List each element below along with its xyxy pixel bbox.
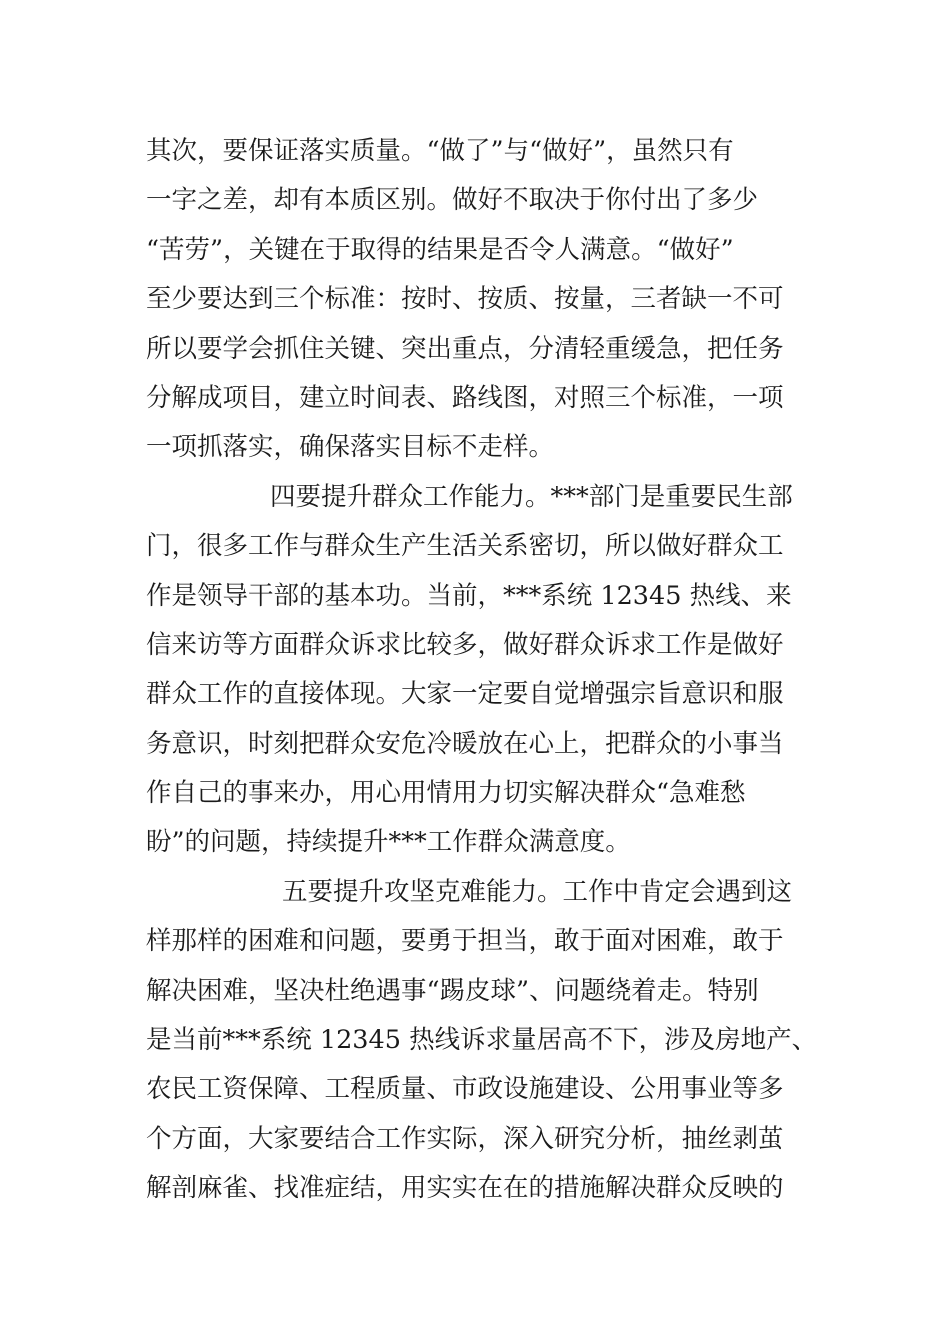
text-line: 是当前***系统 12345 热线诉求量居高不下，涉及房地产、 [146,1025,818,1056]
text-line: 一字之差，却有本质区别。做好不取决于你付出了多少 [146,185,759,216]
text-line: 个方面，大家要结合工作实际，深入研究分析，抽丝剥茧 [146,1123,784,1154]
text-line: “苦劳”，关键在于取得的结果是否令人满意。“做好” [146,234,734,265]
text-line: 务意识，时刻把群众安危冷暖放在心上，把群众的小事当 [146,728,784,759]
text-line: 作是领导干部的基本功。当前，***系统 12345 热线、来 [146,580,792,611]
text-line: 盼”的问题，持续提升***工作群众满意度。 [146,827,631,858]
text-line: 农民工资保障、工程质量、市政设施建设、公用事业等多 [146,1074,784,1105]
document-body [146,127,836,1214]
paragraph-start-line: 四要提升群众工作能力。***部门是重要民生部 [270,481,793,512]
text-line: 所以要学会抓住关键、突出重点，分清轻重缓急，把任务 [146,333,784,364]
paragraph-start-line: 五要提升攻坚克难能力。工作中肯定会遇到这 [282,876,793,907]
text-line: 作自己的事来办，用心用情用力切实解决群众“急难愁 [146,778,746,809]
text-line: 样那样的困难和问题，要勇于担当，敢于面对困难，敢于 [146,926,784,957]
text-line: 解剖麻雀、找准症结，用实实在在的措施解决群众反映的 [146,1173,784,1204]
text-line: 门，很多工作与群众生产生活关系密切，所以做好群众工 [146,531,784,562]
text-line: 解决困难，坚决杜绝遇事“踢皮球”、问题绕着走。特别 [146,975,759,1006]
text-line: 一项抓落实，确保落实目标不走样。 [146,432,555,463]
text-line: 群众工作的直接体现。大家一定要自觉增强宗旨意识和服 [146,679,784,710]
text-line: 信来访等方面群众诉求比较多，做好群众诉求工作是做好 [146,629,784,660]
text-line: 其次，要保证落实质量。“做了”与“做好”，虽然只有 [146,136,734,166]
text-line: 至少要达到三个标准：按时、按质、按量，三者缺一不可 [146,284,784,315]
text-line: 分解成项目，建立时间表、路线图，对照三个标准，一项 [146,382,784,413]
